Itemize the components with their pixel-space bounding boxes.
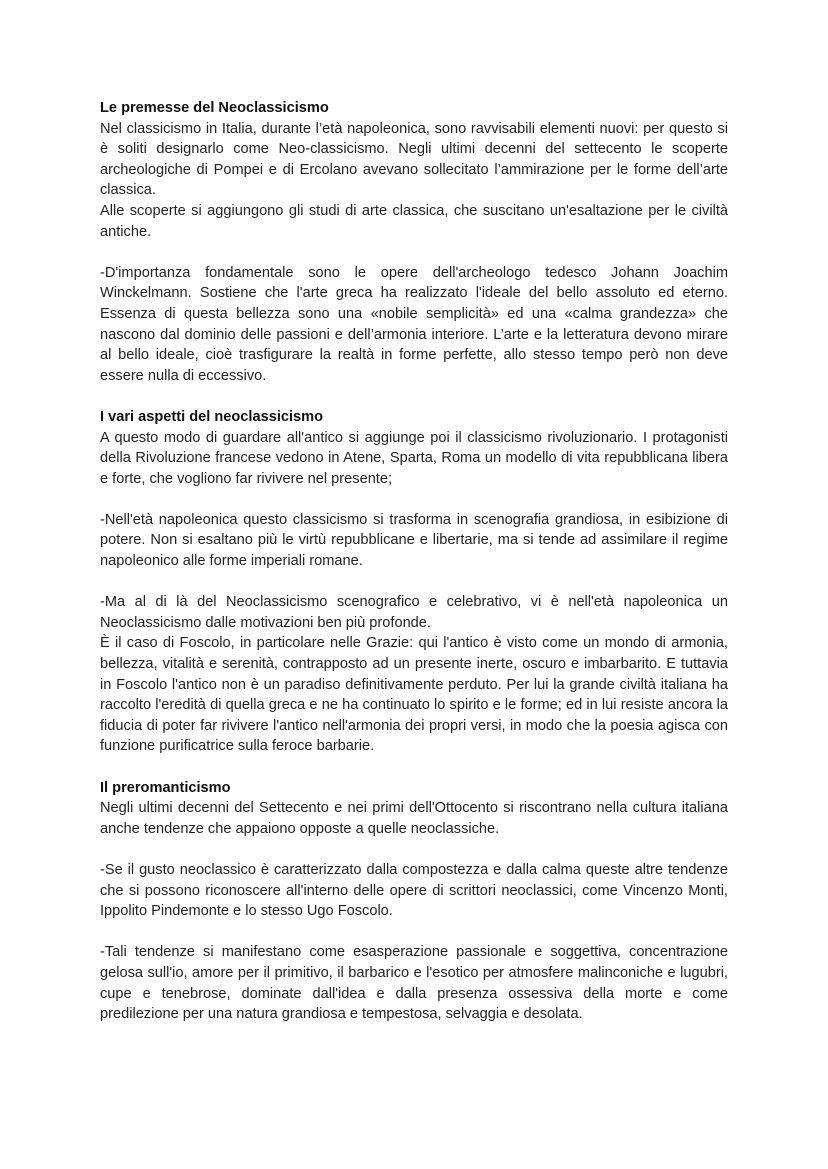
paragraph: Negli ultimi decenni del Settecento e nei primi dell'Ottocento si riscontrano nella cultura italiana anche tendenze che appaiono opposte a quelle neoclassiche. bbox=[100, 800, 728, 837]
section-heading: Le premesse del Neoclassicismo bbox=[100, 100, 329, 116]
section-heading: I vari aspetti del neoclassicismo bbox=[100, 408, 324, 425]
section-preromanticismo bbox=[100, 778, 728, 1025]
paragraph: -Tali tendenze si manifestano come esasperazione passionale e soggettiva, concentrazione gelosa sull'io, amore per il primitivo, il barbarico e l'esotico per atmosfere malinconiche e lugubri, cupe e tenebrose, dominate dall'idea e dalla presenza ossessiva della morte e come predilezione per una natura grandiosa e tempestosa, selvaggia e desolata. bbox=[100, 944, 728, 1023]
section-premesse-neoclassicismo bbox=[100, 98, 728, 386]
paragraph: -Se il gusto neoclassico è caratterizzato dalla compostezza e dalla calma queste altre tendenze che si possono riconoscere all'interno delle opere di scrittori neoclassici, come Vincenzo Monti, Ippolito Pindemonte e lo stesso Ugo Foscolo. bbox=[100, 861, 728, 920]
document-page bbox=[100, 98, 728, 1045]
paragraph: È il caso di Foscolo, in particolare nelle Grazie: qui l'antico è visto come un mondo di armonia, bellezza, vitalità e serenità, contrapposto ad un presente inerte, oscuro e imbarbarito. E tuttavia in Foscolo l'antico non è un paradiso definitivamente perduto. Per lui la grande civiltà italiana ha raccolto l'eredità di quella greca e ne ha continuato lo spirito e le forme; ed in lui resiste ancora la fiducia di poter far rivivere l'antico nell'armonia dei propri versi, in modo che la poesia agisca con funzione purificatrice sulla feroce barbarie. bbox=[100, 635, 728, 755]
paragraph: -Nell'età napoleonica questo classicismo si trasforma in scenografia grandiosa, in esibizione di potere. Non si esaltano più le virtù repubblicane e libertarie, ma si tende ad assimilare il regime napoleonico alle forme imperiali romane. bbox=[100, 511, 728, 570]
paragraph: Alle scoperte si aggiungono gli studi di arte classica, che suscitano un'esaltazione per le civiltà antiche. bbox=[100, 202, 728, 240]
paragraph: -Ma al di là del Neoclassicismo scenografico e celebrativo, vi è nell'età napoleonica un Neoclassicismo dalle motivazioni ben più profonde. bbox=[100, 594, 728, 631]
paragraph: A questo modo di guardare all'antico si aggiunge poi il classicismo rivoluzionario. I protagonisti della Rivoluzione francese vedono in Atene, Sparta, Roma un modello di vita repubblicana libera e forte, che vogliono far rivivere nel presente; bbox=[100, 429, 728, 487]
section-aspetti-neoclassicismo bbox=[100, 407, 728, 757]
section-heading: Il preromanticismo bbox=[100, 779, 231, 796]
paragraph: Nel classicismo in Italia, durante l’età napoleonica, sono ravvisabili elementi nuovi: per questo si è soliti designarlo come Neo-classicismo. Negli ultimi decenni del settecento le scoperte archeologiche di Pompei e di Ercolano avevano sollecitato l’ammirazione per le forme dell’arte classica. bbox=[100, 120, 728, 199]
paragraph: -D'importanza fondamentale sono le opere dell'archeologo tedesco Johann Joachim Winckelmann. Sostiene che l'arte greca ha realizzato l'ideale del bello assoluto ed eterno. Essenza di questa bellezza sono una «nobile semplicità» ed una «calma grandezza» che nascono dal dominio delle passioni e dell’armonia interiore. L’arte e la letteratura devono mirare al bello ideale, cioè trasfigurare la realtà in forme perfette, allo stesso tempo però non deve essere nulla di eccessivo. bbox=[100, 264, 728, 384]
